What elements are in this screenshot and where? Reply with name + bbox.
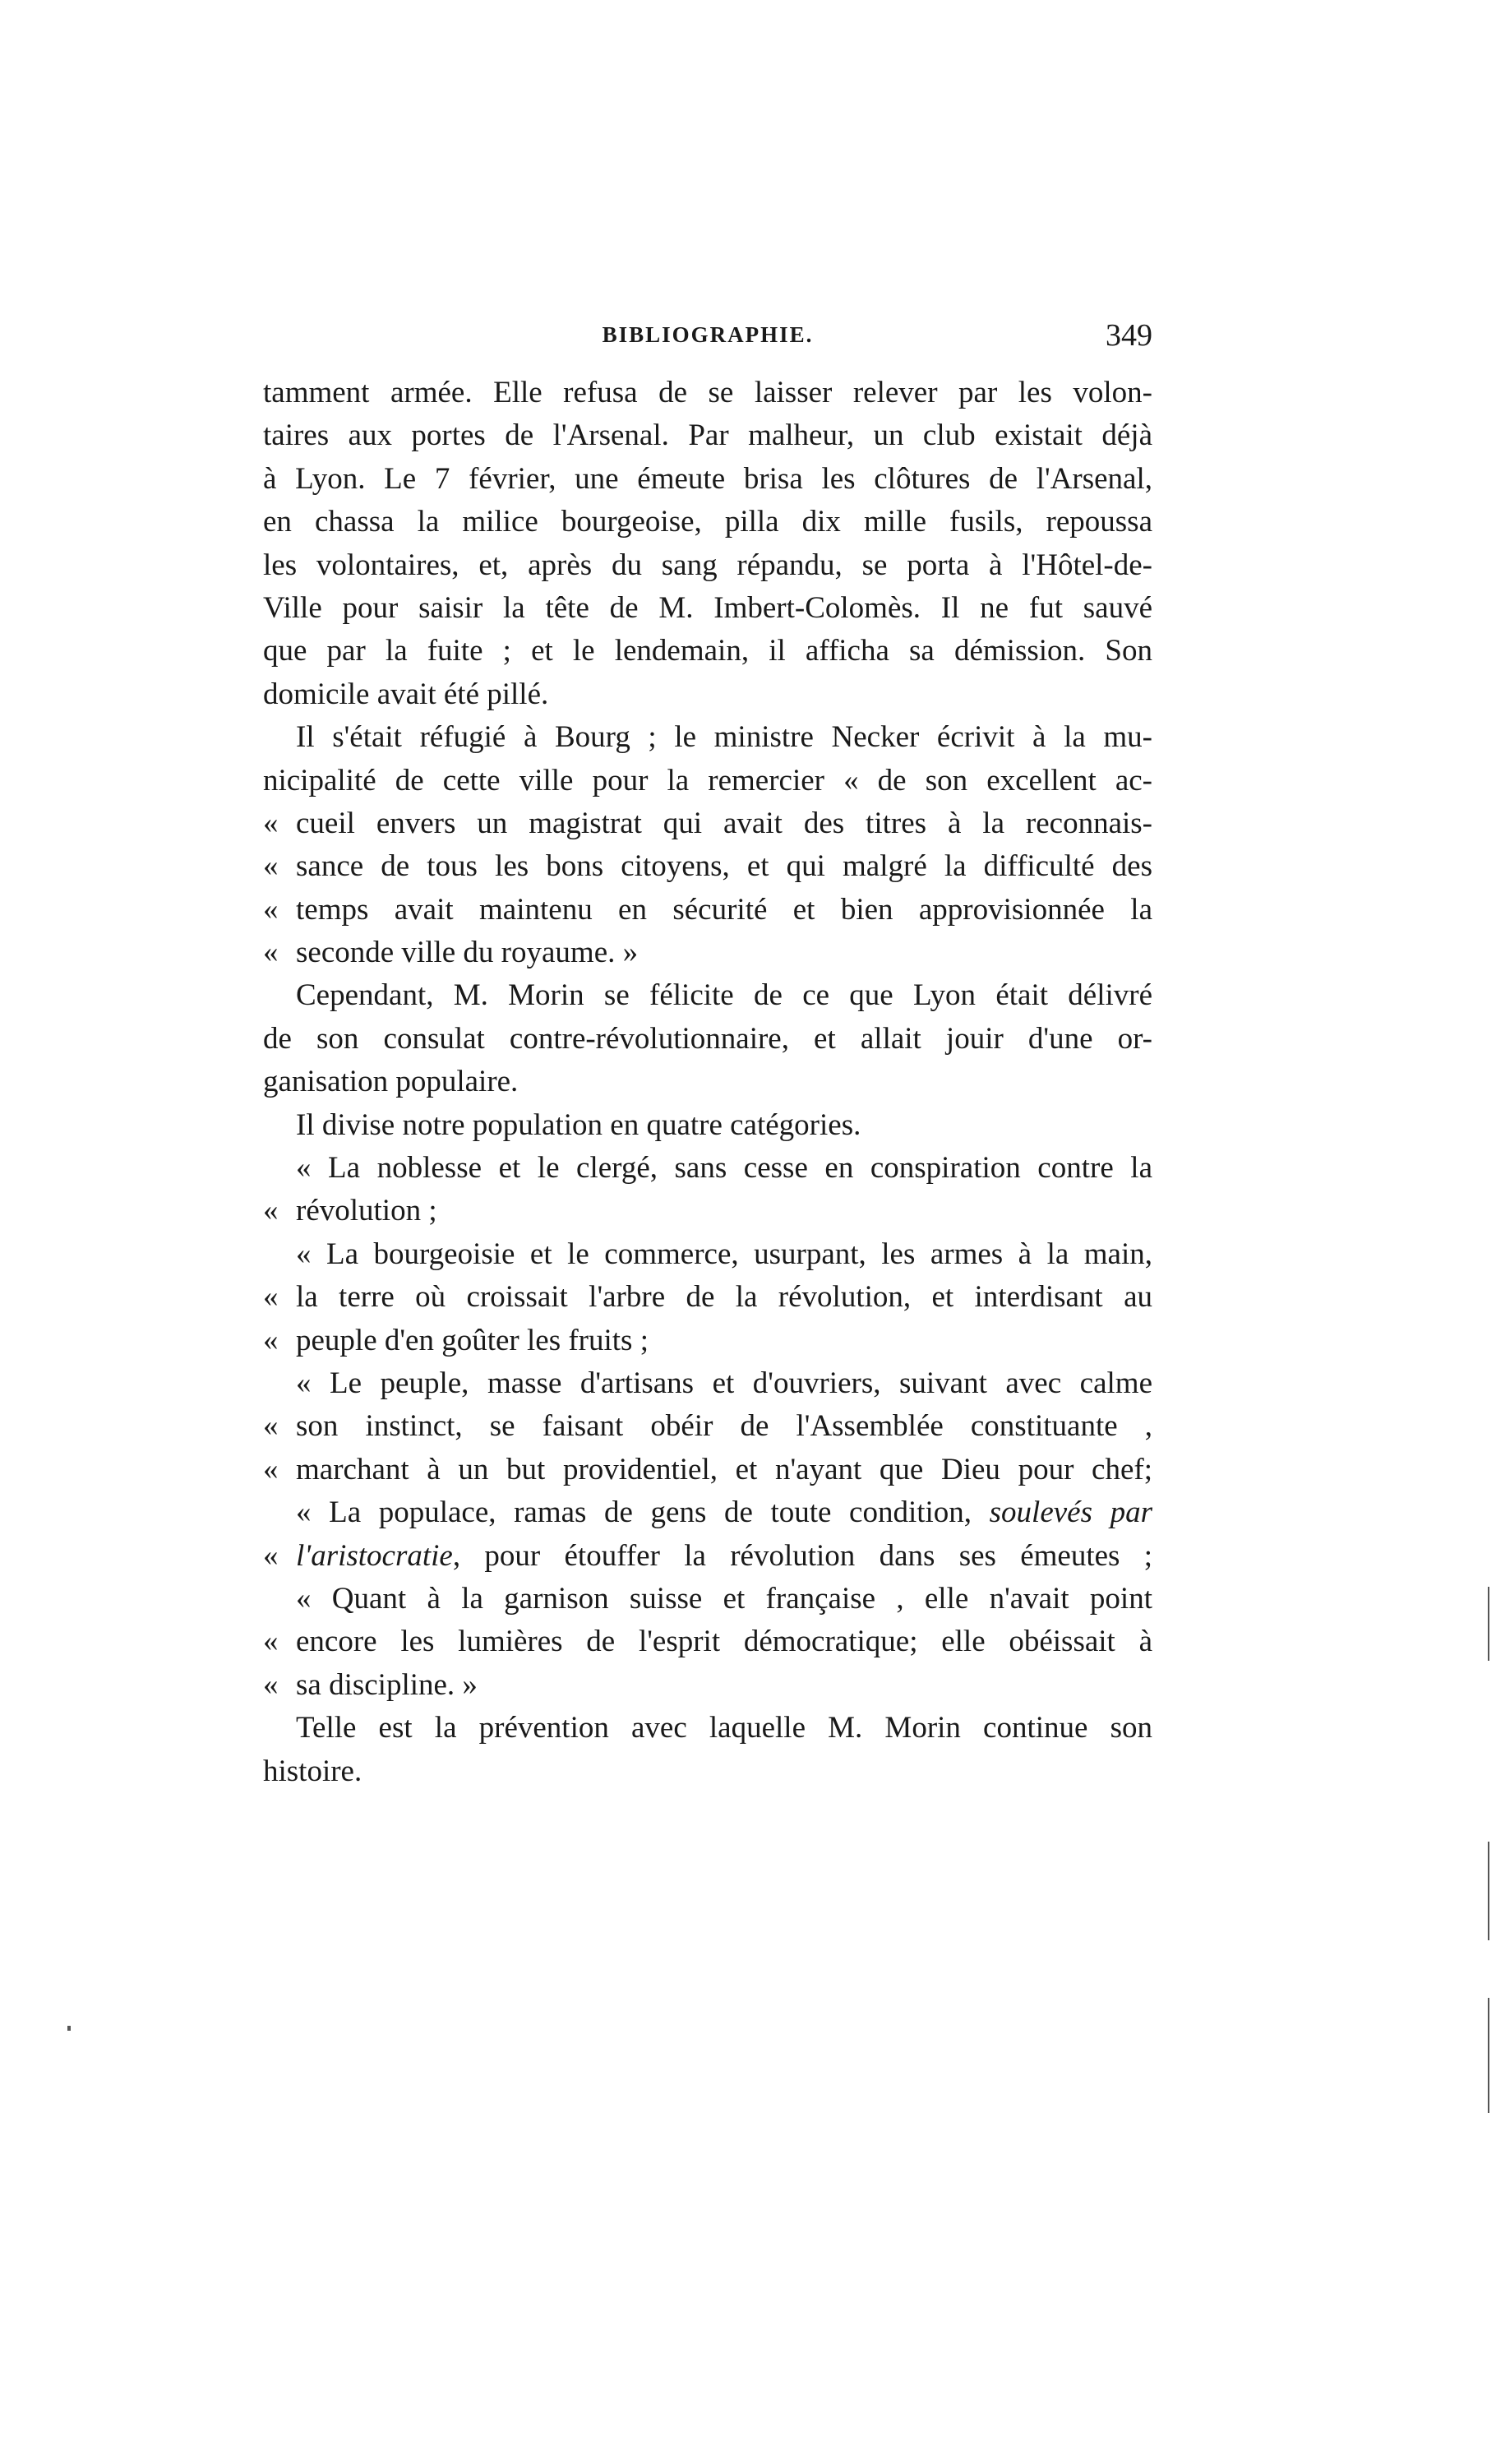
running-head: BIBLIOGRAPHIE.: [602, 322, 814, 347]
text-line: [263, 1707, 1152, 1750]
text-line: [263, 889, 1152, 932]
line-text: nicipalité de cette ville pour la remercier « de son excellent ac-: [263, 763, 1152, 797]
line-text: Il divise notre population en quatre catégories.: [296, 1107, 861, 1142]
line-text: peuple d'en goûter les fruits ;: [296, 1323, 649, 1357]
line-text: Il s'était réfugié à Bourg ; le ministre Necker écrivit à la mu-: [296, 720, 1152, 755]
line-text: Telle est la prévention avec laquelle M. Morin continue son: [296, 1711, 1152, 1745]
line-text: sance de tous les bons citoyens, et qui malgré la difficulté des: [296, 849, 1152, 884]
quote-mark: «: [263, 849, 279, 884]
line-text: seconde ville du royaume. »: [296, 936, 639, 970]
text-line: [263, 1491, 1152, 1534]
text-line: [263, 932, 1152, 974]
text-line: [263, 1147, 1152, 1190]
text-line: [263, 1620, 1152, 1663]
line-text: en chassa la milice bourgeoise, pilla dix mille fusils, repoussa: [263, 505, 1152, 539]
line-text: « La populace, ramas de gens de toute condition,: [296, 1496, 990, 1530]
line-text: marchant à un but providentiel, et n'ayant que Dieu pour chef;: [296, 1452, 1152, 1486]
text-line: [263, 1362, 1152, 1405]
text-line: [263, 1320, 1152, 1362]
line-text: à Lyon. Le 7 février, une émeute brisa les clôtures de l'Arsenal,: [263, 461, 1152, 496]
text-line: [263, 1578, 1152, 1620]
scan-edge-mark: [1488, 1998, 1489, 2113]
italic-text: l'aristocratie: [296, 1538, 453, 1573]
text-line: [263, 587, 1152, 630]
line-text: que par la fuite ; et le lendemain, il afficha sa démission. Son: [263, 634, 1152, 668]
quote-mark: «: [263, 1538, 279, 1573]
quote-mark: «: [263, 806, 279, 840]
text-line: [263, 1233, 1152, 1276]
quote-mark: «: [263, 1625, 279, 1659]
text-line: [263, 458, 1152, 501]
scan-speck: [67, 2026, 71, 2031]
text-line: [263, 501, 1152, 543]
text-line: [263, 1664, 1152, 1707]
line-text: « La bourgeoisie et le commerce, usurpant, les armes à la main,: [296, 1237, 1152, 1271]
line-text: tamment armée. Elle refusa de se laisser relever par les volon-: [263, 376, 1152, 409]
line-text: domicile avait été pillé.: [263, 677, 549, 711]
quote-mark: «: [263, 892, 279, 927]
line-text: « La noblesse et le clergé, sans cesse en conspiration contre la: [296, 1151, 1152, 1186]
page-number: 349: [1106, 318, 1152, 353]
line-text: Ville pour saisir la tête de M. Imbert-Colomès. Il ne fut sauvé: [263, 590, 1152, 625]
quote-mark: «: [263, 936, 279, 970]
quote-mark: «: [263, 1667, 279, 1702]
scan-edge-mark: [1488, 1842, 1489, 1940]
line-text: les volontaires, et, après du sang répandu, se porta à l'Hôtel-de-: [263, 548, 1152, 582]
line-text: , pour étouffer la révolution dans ses émeutes ;: [452, 1538, 1152, 1573]
line-text: histoire.: [263, 1754, 362, 1788]
line-text: révolution ;: [296, 1194, 437, 1228]
text-line: [263, 716, 1152, 759]
text-line: [263, 1190, 1152, 1232]
line-text: taires aux portes de l'Arsenal. Par malheur, un club existait déjà: [263, 418, 1152, 453]
text-line: [263, 630, 1152, 673]
text-line: [263, 1276, 1152, 1319]
quote-mark: «: [263, 1323, 279, 1357]
line-text: la terre où croissait l'arbre de la révolution, et interdisant au: [296, 1280, 1152, 1315]
text-line: [263, 372, 1152, 414]
line-text: ganisation populaire.: [263, 1065, 519, 1099]
text-line: [263, 1061, 1152, 1103]
text-line: [263, 1405, 1152, 1448]
text-line: [263, 414, 1152, 457]
text-line: [263, 760, 1152, 802]
text-line: [263, 673, 1152, 716]
text-line: [263, 1449, 1152, 1491]
text-line: [263, 845, 1152, 888]
scan-edge-mark: [1488, 1587, 1489, 1661]
italic-text: soulevés par: [989, 1496, 1152, 1530]
line-text: sa discipline. »: [296, 1667, 478, 1702]
line-text: de son consulat contre-révolutionnaire, et allait jouir d'une or-: [263, 1021, 1152, 1056]
text-line: [263, 802, 1152, 845]
text-line: [263, 1750, 1152, 1793]
quote-mark: «: [263, 1280, 279, 1315]
quote-mark: «: [263, 1452, 279, 1486]
quote-mark: «: [263, 1194, 279, 1228]
text-line: [263, 544, 1152, 587]
text-line: [263, 1104, 1152, 1147]
body-text: [263, 372, 1152, 1793]
line-text: temps avait maintenu en sécurité et bien approvisionnée la: [296, 892, 1152, 927]
text-line: [263, 974, 1152, 1017]
page-header: [263, 318, 1152, 363]
text-line: [263, 1018, 1152, 1061]
line-text: Cependant, M. Morin se félicite de ce que Lyon était délivré: [296, 978, 1152, 1013]
line-text: son instinct, se faisant obéir de l'Assemblée constituante ,: [296, 1409, 1152, 1444]
line-text: « Le peuple, masse d'artisans et d'ouvriers, suivant avec calme: [296, 1366, 1152, 1400]
line-text: « Quant à la garnison suisse et française , elle n'avait point: [296, 1581, 1152, 1616]
quote-mark: «: [263, 1409, 279, 1444]
text-line: [263, 1535, 1152, 1578]
line-text: encore les lumières de l'esprit démocratique; elle obéissait à: [296, 1625, 1152, 1659]
line-text: cueil envers un magistrat qui avait des titres à la reconnais-: [296, 806, 1152, 840]
